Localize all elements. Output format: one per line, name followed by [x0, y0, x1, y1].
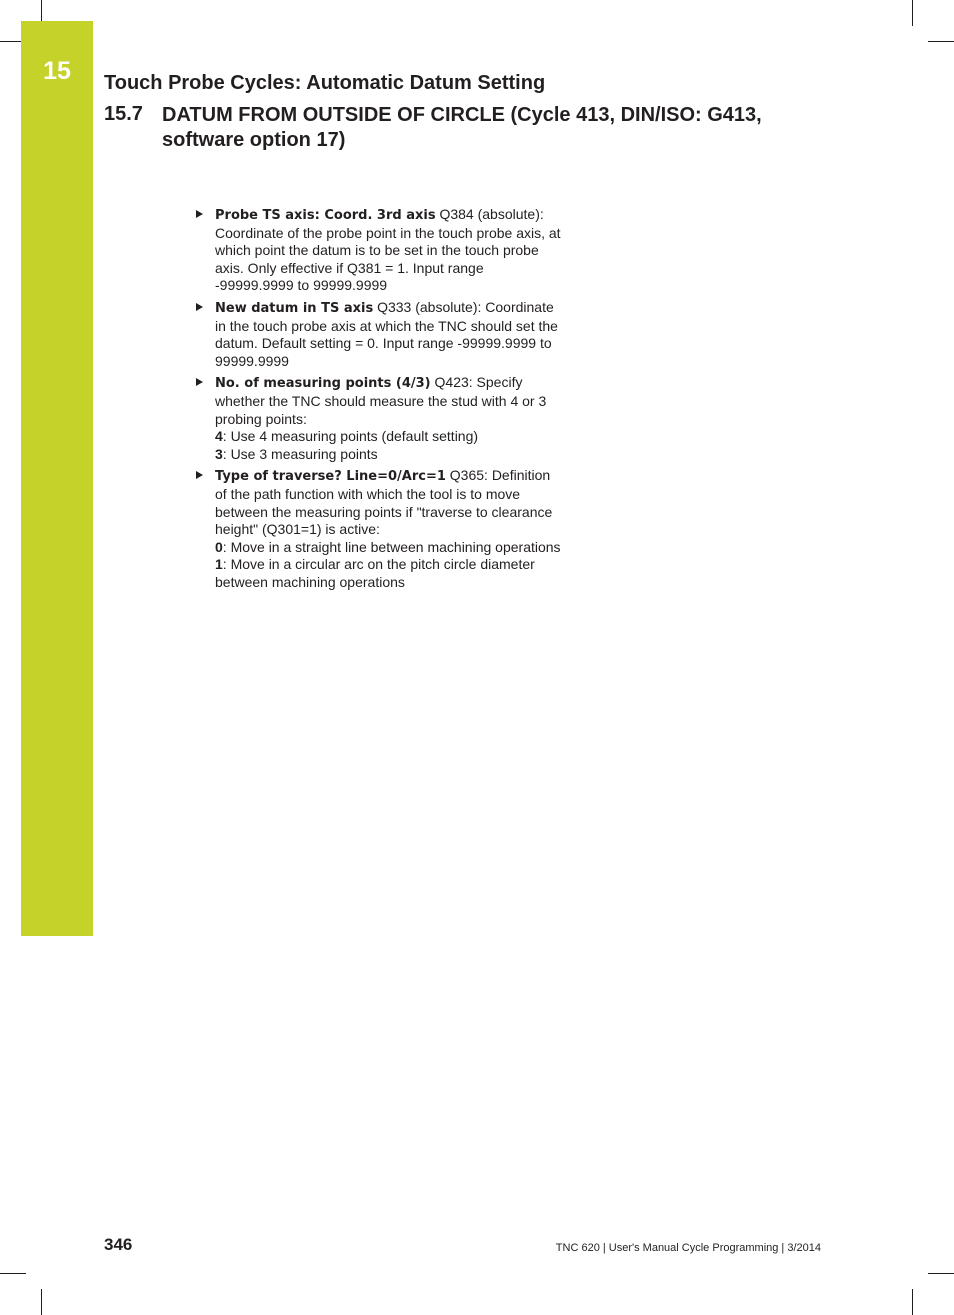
option-text: : Move in a circular arc on the pitch circle diameter between machining operations [215, 556, 535, 590]
crop-mark [928, 1273, 954, 1274]
crop-mark [0, 1273, 26, 1274]
chapter-tab [21, 21, 93, 936]
param-option [215, 539, 564, 557]
param-text: Q384 (absolute): Coordinate of the probe point in the touch probe axis, at which point the datum is to be set in the touch probe axis. Only effective if Q381 = 1. Input range -99999.9999 to 99999.9999 [215, 206, 561, 294]
bullet-arrow-icon [196, 210, 203, 218]
section-title: DATUM FROM OUTSIDE OF CIRCLE (Cycle 413, DIN/ISO: G413, software option 17) [162, 104, 762, 151]
param-text: Q333 (absolute): Coordinate in the touch probe axis at which the TNC should set the datum. Default setting = 0. Input range -99999.9999 to 99999.9999 [215, 298, 558, 369]
bullet-arrow-icon [196, 378, 203, 386]
footer-text: TNC 620 | User's Manual Cycle Programming | 3/2014 [555, 1242, 821, 1254]
list-item [194, 467, 564, 591]
crop-mark [912, 0, 913, 26]
page-number: 346 [104, 1235, 133, 1254]
param-option [215, 446, 564, 464]
option-key: 3 [215, 445, 223, 462]
list-item [194, 206, 564, 295]
param-text: Q423: Specify whether the TNC should measure the stud with 4 or 3 probing points: [215, 374, 547, 427]
bullet-arrow-icon [196, 303, 203, 311]
option-text: : Use 3 measuring points [222, 445, 378, 462]
section-number: 15.7 [104, 103, 143, 125]
param-text: Q365: Definition of the path function with which the tool is to move between the measuring points if "traverse to clearance height" (Q301=1) is active: [215, 467, 553, 538]
crop-mark [928, 41, 954, 42]
parameter-list [194, 206, 564, 595]
param-name: No. of measuring points (4/3) [215, 376, 431, 392]
param-name: Probe TS axis: Coord. 3rd axis [215, 208, 436, 223]
param-name: New datum in TS axis [215, 300, 374, 316]
list-item [194, 299, 564, 370]
list-item [194, 374, 564, 463]
chapter-title: Touch Probe Cycles: Automatic Datum Setting [104, 72, 546, 94]
option-key: 0 [215, 538, 223, 555]
param-name: Type of traverse? Line=0/Arc=1 [215, 469, 446, 485]
option-text: : Move in a straight line between machining operations [222, 538, 561, 555]
crop-mark [41, 1289, 42, 1315]
param-option [215, 556, 564, 591]
param-option [215, 428, 564, 446]
crop-mark [912, 1289, 913, 1315]
bullet-arrow-icon [196, 471, 203, 479]
chapter-number: 15 [43, 57, 71, 85]
option-text: : Use 4 measuring points (default setting) [222, 428, 479, 445]
option-key: 1 [215, 556, 223, 573]
option-key: 4 [215, 428, 223, 445]
